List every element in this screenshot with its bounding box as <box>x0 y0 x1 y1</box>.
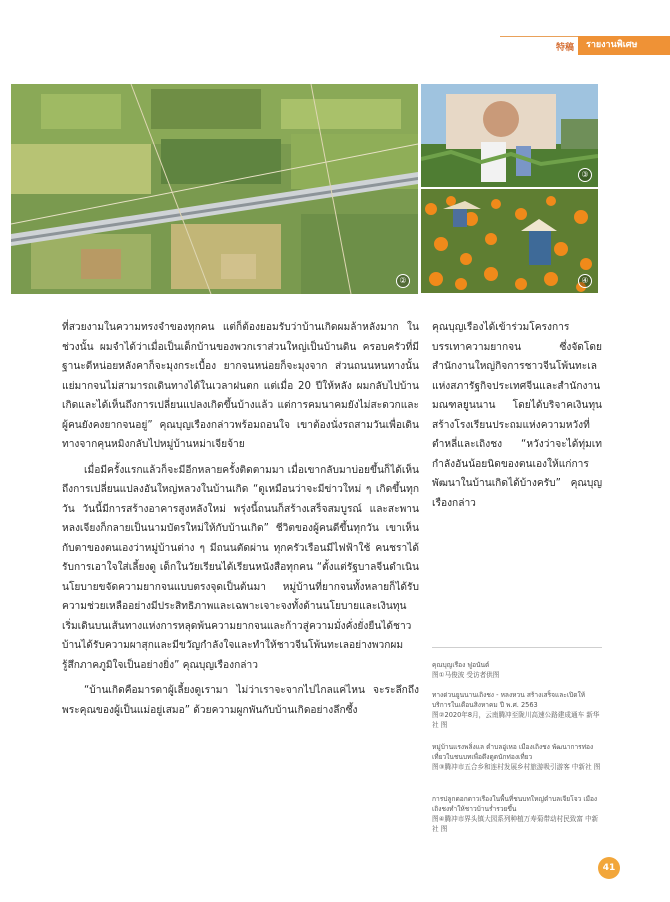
photo-number-badge: ② <box>396 274 410 288</box>
photo-number-badge: ④ <box>578 274 592 288</box>
paragraph: คุณบุญเรืองได้เข้าร่วมโครงการบรรเทาความยากจน ซึ่งจัดโดยสำนักงานใหญ่กิจการชาวจีนโพ้นทะเลแห่งสภารัฐกิจประเทศจีนและสำนักงานมณฑลยูนนาน โดยได้บริจาคเงินทุนสร้างโรงเรียนประถมแห่งความหวังที่ตำหลี่และเถิงชง “หวังว่าจะได้ทุ่มเทกำลังอันน้อยนิดของตนเองให้แก่การพัฒนาในบ้านเกิดได้บ้างครับ” คุณบุญเรืองกล่าว <box>432 322 602 509</box>
photo-marigold-field <box>421 189 598 293</box>
caption-4: การปลูกดอกดาวเรืองในพื้นที่ชนบทใหญ่ตำบลเจียโจว เมืองเถิงชงทำให้ชาวบ้านร่ำรวยขึ้น 图④腾冲市界头镇大园系列种植万寿菊带动村民致富 中新社 图 <box>432 795 599 833</box>
caption-divider <box>432 647 602 648</box>
paragraph: “บ้านเกิดคือมารดาผู้เลี้ยงดูเรามา ไม่ว่าเราจะจากไปไกลแค่ไหน จะระลึกถึงพระคุณของผู้เป็นแม่อยู่เสมอ” ด้วยความผูกพันกับบ้านเกิดอย่างลึกซึ้ง <box>62 685 419 716</box>
photo-village-mural <box>421 84 598 187</box>
caption-2: ทางด่วนยูนนานเถิงชง - หลงหวน สร้างเสร็จและเปิดให้บริการในเดือนสิงหาคม ปี พ.ศ. 2563 图②2020年8月，云南腾冲至陇川高速公路建成通车 新华社 图 <box>432 691 600 729</box>
header-kicker: 特稿 <box>556 43 575 53</box>
paragraph: เมื่อมีครั้งแรกแล้วก็จะมีอีกหลายครั้งติดตามมา เมื่อเขากลับมาบ่อยขึ้นก็ได้เห็นถึงการเปลี่ยนแปลงอันใหญ่หลวงในบ้านเกิด “ดูเหมือนว่าจะมีข่าวใหม่ ๆ เกิดขึ้นทุกวัน วันนี้มีการสร้างอาคารสูงหลังใหม่ พรุ่งนี้ถนนก็สร้างเสร็จสมบูรณ์ และสะพานหลงเจียงก็กลายเป็นนามบัตรใหม่ให้กับบ้านเกิด” ชีวิตของผู้คนดีขึ้นทุกวัน เขาเห็นกับตาของตนเองว่าหมู่บ้านต่าง ๆ มีถนนตัดผ่าน ทุกครัวเรือนมีไฟฟ้าใช้ คนชราได้รับการเอาใจใส่เลี้ยงดู เด็กในวัยเรียนได้เรียนหนังสือทุกคน “ตั้งแต่รัฐบาลจีนดำเนินนโยบายขจัดความยากจนแบบตรงจุดเป็นต้นมา หมู่บ้านที่ยากจนทั้งหลายก็ได้รับความช่วยเหลืออย่างมีประสิทธิภาพและเฉพาะเจาะจงทั้งด้านนโยบายและเงินทุน เริ่มเดินบนเส้นทางแห่งการหลุดพ้นความยากจนและก้าวสู่ความมั่งคั่งยั่งยืนได้ชาวบ้านได้รับความผาสุกและมีขวัญกำลังใจและทำให้ชาวจีนโพ้นทะเลอย่างพวกผมรู้สึกภาคภูมิใจเป็นอย่างยิ่ง” คุณบุญเรืองกล่าว <box>62 464 419 671</box>
photo-aerial-highway <box>11 84 418 294</box>
header-section-tag: รายงานพิเศษ <box>578 36 670 55</box>
paragraph: ที่สวยงามในความทรงจำของทุกคน แต่ก็ต้องยอมรับว่าบ้านเกิดผมล้าหลังมาก ในช่วงนั้น ผมจำได้ว่าเมื่อเป็นเด็กบ้านของพวกเราส่วนใหญ่เป็นบ้านดิน ครอบครัวที่มีฐานะดีหน่อยหลังคาก็จะมุงกระเบื้อง ยากจนหน่อยก็จะมุงจาก ส่วนถนนหนทางนั้นแย่มากจนไม่สามารถเดินทางได้ในเวลาฝนตก แต่เมื่อ 20 ปีให้หลัง ผมกลับไปบ้านเกิดและได้เห็นถึงการเปลี่ยนแปลงเกิดขึ้นบ้างแล้ว แต่การคมนาคมยังไม่สะดวกและผู้คนยังคงยากจนอยู่” คุณบุญเรืองกล่าวพร้อมถอนใจ เขาต้องนั่งรถสามวันเพื่อเดินทางจากคุนหมิงกลับไปหมู่บ้านหม่าเจียจ้าย <box>62 322 419 450</box>
caption-3: หมู่บ้านแรงพลิ่งแล ตำบลอู่เหอ เมืองเถิงชง พัฒนาการท่องเที่ยวในชนบทเพื่อดึงดูดนักท่องเที่ยว 图③腾冲市五合乡和连村发展乡村旅游吸引游客 中新社 图 <box>432 743 601 771</box>
side-text-column <box>432 318 602 519</box>
page-number: 41 <box>598 857 620 879</box>
main-text-column <box>62 318 419 726</box>
caption-1: คุณบุญเรือง ฟูอนันต์ 图①马俊波 受访者供图 <box>432 661 500 679</box>
photo-number-badge: ③ <box>578 168 592 182</box>
